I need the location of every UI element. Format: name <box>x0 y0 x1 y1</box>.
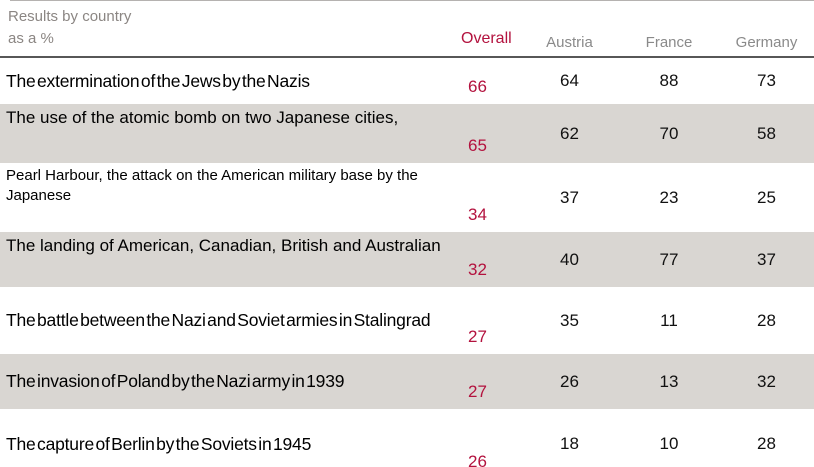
austria-value: 35 <box>560 310 579 330</box>
austria-value: 37 <box>560 187 579 207</box>
austria-value: 18 <box>560 434 579 453</box>
austria-value: 64 <box>560 71 579 90</box>
overall-value: 65 <box>460 104 520 163</box>
overall-value: 26 <box>468 452 487 467</box>
germany-value: 25 <box>757 187 776 207</box>
table-header <box>0 1 814 57</box>
france-value: 77 <box>619 232 719 287</box>
overall-value: 27 <box>468 327 487 346</box>
germany-value: 32 <box>719 354 814 409</box>
germany-value: 37 <box>719 232 814 287</box>
overall-value: 66 <box>468 77 487 96</box>
row-label: The invasion of Poland by the Nazi army in 1939 <box>0 354 460 409</box>
table-title-line1: Results by country <box>8 8 132 25</box>
row-label: The use of the atomic bomb on two Japanese cities, <box>0 104 460 163</box>
row-label: Pearl Harbour, the attack on the American military base by the Japanese <box>6 167 418 204</box>
france-value: 10 <box>659 434 679 453</box>
row-label: The capture of Berlin by the Soviets in 1945 <box>6 433 312 454</box>
germany-value: 28 <box>757 310 776 330</box>
table-row <box>0 163 814 232</box>
austria-value: 62 <box>520 104 619 163</box>
germany-value: 73 <box>757 71 776 90</box>
row-label: The landing of American, Canadian, British and Australian <box>0 232 460 287</box>
column-header-germany: Germany <box>719 1 814 57</box>
france-value: 11 <box>660 310 678 330</box>
table-title-line2: as a % <box>8 30 54 47</box>
overall-value: 34 <box>468 205 487 224</box>
results-table <box>0 1 814 467</box>
overall-value: 27 <box>460 354 520 409</box>
table-row <box>0 57 814 104</box>
row-label: The extermination of the Jews by the Nazis <box>6 70 310 91</box>
column-header-austria: Austria <box>520 1 619 57</box>
column-header-france: France <box>619 1 719 57</box>
table-row <box>0 104 814 163</box>
austria-value: 40 <box>520 232 619 287</box>
france-value: 88 <box>659 71 679 90</box>
column-header-overall: Overall <box>460 1 520 57</box>
germany-value: 28 <box>757 434 776 453</box>
header-row <box>0 1 814 57</box>
france-value: 23 <box>659 187 679 207</box>
table-row <box>0 409 814 467</box>
table-row <box>0 287 814 354</box>
row-label: The battle between the Nazi and Soviet armies in Stalingrad <box>6 310 431 330</box>
overall-value: 32 <box>460 232 520 287</box>
table-row <box>0 232 814 287</box>
table-row <box>0 354 814 409</box>
germany-value: 58 <box>719 104 814 163</box>
france-value: 13 <box>619 354 719 409</box>
austria-value: 26 <box>520 354 619 409</box>
table-body <box>0 57 814 467</box>
france-value: 70 <box>619 104 719 163</box>
table-title <box>0 1 460 57</box>
